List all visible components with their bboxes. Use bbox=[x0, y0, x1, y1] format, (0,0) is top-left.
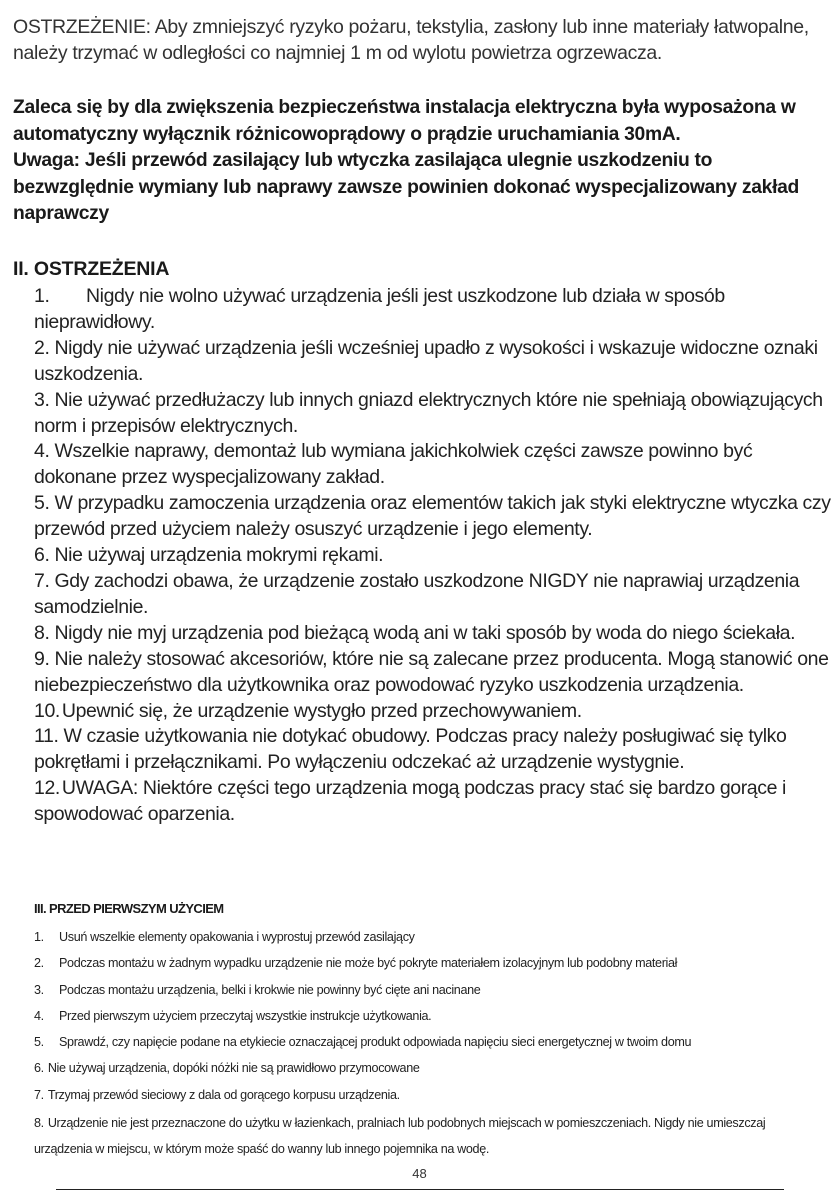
item-text: Nigdy nie wolno używać urządzenia jeśli jest uszkodzone lub działa w sposób nieprawidłowy. bbox=[34, 285, 725, 333]
list-item bbox=[34, 1031, 824, 1057]
list-item bbox=[34, 1084, 824, 1110]
list-item bbox=[34, 776, 834, 828]
footer-divider bbox=[56, 1189, 784, 1190]
item-text: Upewnić się, że urządzenie wystygło przed przechowywaniem. bbox=[61, 699, 582, 722]
list-item bbox=[34, 952, 824, 978]
page-number: 48 bbox=[412, 1166, 427, 1181]
list-item bbox=[34, 569, 834, 621]
item-number: 3. bbox=[34, 982, 44, 997]
list-item bbox=[34, 388, 834, 440]
item-text: Sprawdź, czy napięcie podane na etykiecie oznaczającej produkt odpowiada napięciu sieci energetycznej w twoim domu bbox=[59, 1035, 692, 1050]
list-item bbox=[34, 699, 834, 725]
item-number: 8. bbox=[34, 621, 50, 644]
item-number: 1. bbox=[34, 930, 44, 944]
item-text: Nie należy stosować akcesoriów, które nie są zalecane przez producenta. Mogą stanowić one niebezpieczeństwo dla użytkownika oraz powodować ryzyko uszkodzenia urządzenia. bbox=[34, 647, 829, 696]
list-item bbox=[34, 543, 834, 569]
item-number: 9. bbox=[34, 647, 50, 670]
list-item bbox=[34, 1057, 824, 1083]
item-text: Nigdy nie myj urządzenia pod bieżącą wodą ani w taki sposób by woda do niego ściekała. bbox=[54, 621, 796, 644]
warnings-list bbox=[34, 284, 834, 828]
item-number: 2. bbox=[34, 336, 50, 359]
item-text: Podczas montażu urządzenia, belki i krokwie nie powinny być cięte ani nacinane bbox=[59, 982, 481, 997]
item-number: 11. bbox=[34, 725, 59, 748]
list-item bbox=[34, 439, 834, 491]
section-warnings-title: II. OSTRZEŻENIA bbox=[13, 258, 170, 280]
list-item bbox=[34, 336, 834, 388]
item-number: 8. bbox=[34, 1116, 44, 1131]
item-text: Gdy zachodzi obawa, że urządzenie zostało uszkodzone NIGDY nie naprawiaj urządzenia samodzielnie. bbox=[34, 569, 800, 618]
item-number: 3. bbox=[34, 388, 50, 411]
fire-warning-paragraph: OSTRZEŻENIE: Aby zmniejszyć ryzyko pożaru, tekstylia, zasłony lub inne materiały łatwopalne, należy trzymać w odległości co najmniej 1 m od wylotu powietrza ogrzewacza. bbox=[13, 16, 809, 64]
item-number: 2. bbox=[34, 956, 44, 971]
item-number: 12. bbox=[34, 777, 60, 800]
item-number: 1. bbox=[34, 285, 50, 307]
list-item bbox=[34, 1110, 824, 1162]
rcd-recommendation: Zaleca się by dla zwiększenia bezpieczeństwa instalacja elektryczna była wyposażona w automatyczny wyłącznik różnicowoprądowy o prądzie uruchamiania 30mA. bbox=[13, 97, 796, 145]
safety-notice bbox=[13, 95, 833, 228]
list-item bbox=[34, 621, 834, 647]
item-number: 4. bbox=[34, 1008, 44, 1023]
list-item bbox=[34, 979, 824, 1005]
item-text: Nigdy nie używać urządzenia jeśli wcześniej upadło z wysokości i wskazuje widoczne oznaki uszkodzenia. bbox=[34, 336, 818, 385]
item-number: 7. bbox=[34, 569, 50, 592]
before-first-use-list bbox=[34, 926, 824, 1162]
list-item bbox=[34, 1005, 824, 1031]
item-text: Podczas montażu w żadnym wypadku urządzenie nie może być pokryte materiałem izolacyjnym lub podobny materiał bbox=[59, 956, 678, 971]
item-text: Urządzenie nie jest przeznaczone do użytku w łazienkach, pralniach lub podobnych miejscach w pomieszczeniach. Nigdy nie umieszczaj urządzenia w miejscu, w którym może spaść do wanny lub innego pojemnika na wodę. bbox=[34, 1116, 766, 1157]
section-before-first-use-title: III. PRZED PIERWSZYM UŻYCIEM bbox=[34, 901, 224, 916]
item-number: 10. bbox=[34, 699, 60, 722]
item-number: 5. bbox=[34, 1035, 44, 1050]
list-item bbox=[34, 647, 834, 699]
item-text: Nie używać przedłużaczy lub innych gniazd elektrycznych które nie spełniają obowiązujących norm i przepisów elektrycznych. bbox=[34, 388, 823, 437]
item-number: 4. bbox=[34, 440, 50, 463]
item-text: Wszelkie naprawy, demontaż lub wymiana jakichkolwiek części zawsze powinno być dokonane przez wyspecjalizowany zakład. bbox=[34, 440, 753, 489]
item-text: Nie używaj urządzenia, dopóki nóżki nie są prawidłowo przymocowane bbox=[47, 1061, 420, 1076]
item-text: W przypadku zamoczenia urządzenia oraz elementów takich jak styki elektryczne wtyczka czy przewód przed użyciem należy osuszyć urządzenie i jego elementy. bbox=[34, 492, 831, 541]
list-item bbox=[34, 491, 834, 543]
item-text: Nie używaj urządzenia mokrymi rękami. bbox=[54, 544, 384, 567]
item-number: 6. bbox=[34, 1061, 44, 1076]
item-number: 6. bbox=[34, 544, 50, 567]
item-text: Usuń wszelkie elementy opakowania i wyprostuj przewód zasilający bbox=[59, 930, 415, 944]
item-text: Trzymaj przewód sieciowy z dala od gorącego korpusu urządzenia. bbox=[47, 1087, 400, 1102]
item-text: W czasie użytkowania nie dotykać obudowy. Podczas pracy należy posługiwać się tylko pokrętłami i przełącznikami. Po wyłączeniu odczekać aż urządzenie wystygnie. bbox=[34, 725, 787, 774]
list-item bbox=[34, 284, 834, 336]
list-item bbox=[34, 724, 834, 776]
item-number: 5. bbox=[34, 492, 50, 515]
power-cord-caution: Uwaga: Jeśli przewód zasilający lub wtyczka zasilająca ulegnie uszkodzeniu to bezwzględnie wymiany lub naprawy zawsze powinien dokonać wyspecjalizowany zakład naprawczy bbox=[13, 150, 800, 224]
item-number: 7. bbox=[34, 1087, 44, 1102]
item-text: UWAGA: Niektóre części tego urządzenia mogą podczas pracy stać się bardzo gorące i spowodować oparzenia. bbox=[34, 777, 786, 826]
item-text: Przed pierwszym użyciem przeczytaj wszystkie instrukcje użytkowania. bbox=[59, 1008, 432, 1023]
list-item bbox=[34, 926, 824, 952]
